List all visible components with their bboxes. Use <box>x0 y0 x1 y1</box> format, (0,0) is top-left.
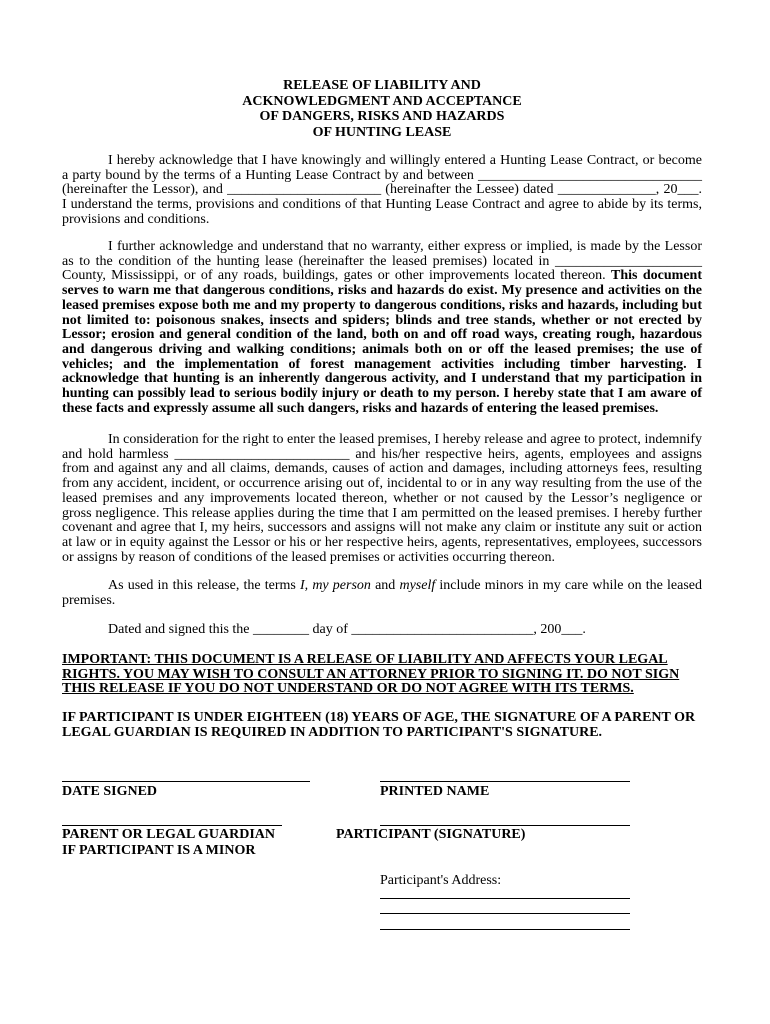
date-signed-label: DATE SIGNED <box>62 784 158 799</box>
county-blank[interactable]: _____________________ <box>555 253 702 269</box>
sign-day-blank[interactable]: ________ <box>253 622 310 637</box>
minor-signature-notice: IF PARTICIPANT IS UNDER EIGHTEEN (18) YEARS OF AGE, THE SIGNATURE OF A PARENT OR LEGAL GUARDIAN IS REQUIRED IN ADDITION TO PARTICIPANT'S SIGNATURE. <box>62 710 696 740</box>
participant-signature-label: PARTICIPANT (SIGNATURE) <box>336 827 526 842</box>
title-line-1: RELEASE OF LIABILITY AND <box>283 78 481 93</box>
sign-month-blank[interactable]: __________________________ <box>351 622 534 637</box>
participant-address-label: Participant's Address: <box>380 873 502 888</box>
parent-guardian-sublabel: IF PARTICIPANT IS A MINOR <box>62 843 256 858</box>
acknowledgment-paragraph: I hereby acknowledge that I have knowingly and willingly entered a Hunting Lease Contract, or become a party bound by the terms of a Hunting Lease Contract by and between ________________________________ (hereinafter the Lessor), and ______________________ (hereinafter the Lessee) dated ______________, 20___. I understand the terms, provisions and conditions of that Hunting Lease Contract and agree to abide by its terms, provisions and conditions. <box>62 153 702 227</box>
address-line-2[interactable] <box>380 913 630 914</box>
participant-signature-line[interactable] <box>380 825 630 826</box>
parent-guardian-label: PARENT OR LEGAL GUARDIAN <box>62 827 276 842</box>
dangers-warning-text: This document serves to warn me that dangerous conditions, risks and hazards do exist. My presence and activities on the leased premises expose both me and my property to dangerous conditions, risks and hazards, including but not limited to: poisonous snakes, insects and spiders; blinds and tree stands, whether or not erected by Lessor; erosion and general condition of the land, both on and off road ways, creating rough, hazardous and dangerous driving and walking conditions; animals both on or off the leased premises; the use of vehicles; and the implementation of forest management activities including timber harvesting. I acknowledge that hunting is an inherently dangerous activity, and I understand that my participation in hunting can possibly lead to serious bodily injury or death to my person. I hereby state that I am aware of these facts and expressly assume all such dangers, risks and hazards of entering the leased premises. <box>62 268 702 416</box>
sign-year-blank[interactable]: ___ <box>561 622 583 637</box>
printed-name-line[interactable] <box>380 781 630 782</box>
warranty-paragraph: I further acknowledge and understand that no warranty, either express or implied, is made by the Lessor as to the condition of the hunting lease (hereinafter the leased premises) located in _____________________ County, Mississippi, or of any roads, buildings, gates or other improvements located thereon. This document serves to warn me that dangerous conditions, risks and hazards do exist. My presence and activities on the leased premises expose both me and my property to dangerous conditions, risks and hazards, including but not limited to: poisonous snakes, insects and spiders; blinds and tree stands, whether or not erected by Lessor; erosion and general condition of the land, both on and off road ways, creating rough, hazardous and dangerous driving and walking conditions; animals both on or off the leased premises; the use of vehicles; and the implementation of forest management activities including timber harvesting. I acknowledge that hunting is an inherently dangerous activity, and I understand that my participation in hunting can possibly lead to serious bodily injury or death to my person. I hereby state that I am aware of these facts and expressly assume all such dangers, risks and hazards of entering the leased premises. <box>62 239 702 416</box>
lessee-name-blank[interactable]: ______________________ <box>227 182 382 198</box>
dated-signed-paragraph: Dated and signed this the ________ day of __________________________, 200___. <box>108 622 586 637</box>
released-party-blank[interactable]: _________________________ <box>174 446 350 462</box>
printed-name-label: PRINTED NAME <box>380 784 490 799</box>
important-notice: IMPORTANT: THIS DOCUMENT IS A RELEASE OF LIABILITY AND AFFECTS YOUR LEGAL RIGHTS. YOU MAY WISH TO CONSULT AN ATTORNEY PRIOR TO SIGNING IT. DO NOT SIGN THIS RELEASE IF YOU DO NOT UNDERSTAND OR DO NOT AGREE WITH ITS TERMS. <box>62 652 680 697</box>
address-line-3[interactable] <box>380 929 630 930</box>
contract-date-blank[interactable]: ______________ <box>557 182 656 198</box>
address-line-1[interactable] <box>380 898 630 899</box>
title-line-4: OF HUNTING LEASE <box>312 124 452 140</box>
release-paragraph: In consideration for the right to enter the leased premises, I hereby release and agree to protect, indemnify and hold harmless _________________________ and his/her respective heirs, agents, employees and assigns from and against any and all claims, demands, causes of action and damages, including attorneys fees, resulting from any accident, incident, or occurrence arising out of, incidental to or in any way resulting from the use of the leased premises and any improvements located thereon, whether or not caused by the Lessor’s negligence or gross negligence. This release applies during the time that I am permitted on the leased premises. I hereby further covenant and agree that I, my heirs, successors and assigns will not make any claim or institute any suit or action at law or in equity against the Lessor or his or her respective heirs, agents, representatives, employees, successors or assigns by reason of conditions of the leased premises or activities occurring thereon. <box>62 432 703 565</box>
lessor-name-blank[interactable]: ________________________________ <box>478 167 702 183</box>
date-signed-line[interactable] <box>62 781 310 782</box>
parent-guardian-line[interactable] <box>62 825 282 826</box>
definitions-paragraph: As used in this release, the terms I, my person and myself include minors in my care while on the leased premises. <box>62 578 702 608</box>
title-line-2: ACKNOWLEDGMENT AND ACCEPTANCE <box>242 93 522 109</box>
title-line-3: OF DANGERS, RISKS AND HAZARDS <box>259 109 505 124</box>
contract-year-blank[interactable]: ___ <box>677 182 699 198</box>
document-title <box>62 78 702 140</box>
